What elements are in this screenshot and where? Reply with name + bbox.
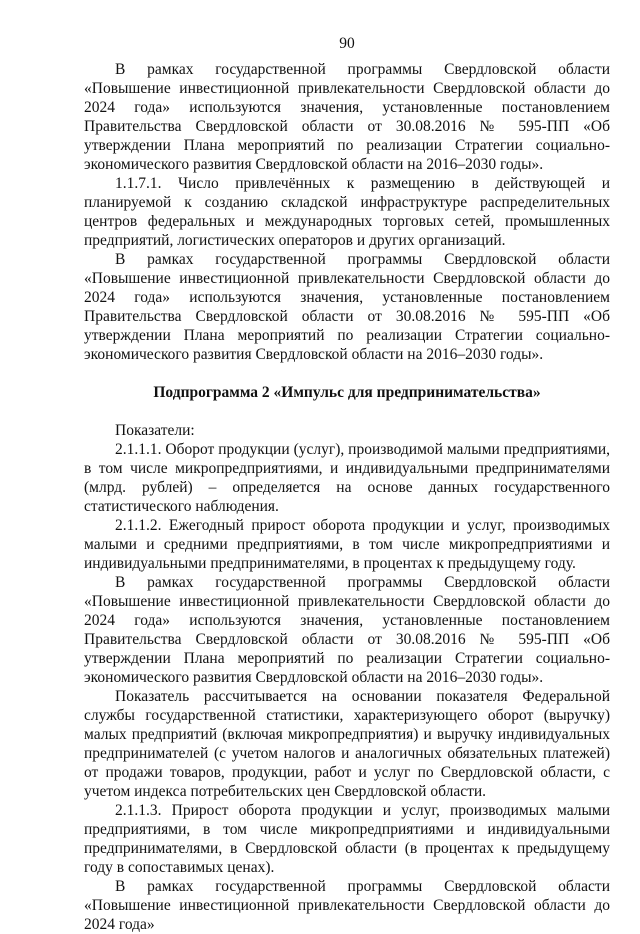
subprogram-heading: Подпрограмма 2 «Импульс для предпринимательства»	[153, 384, 541, 401]
paragraph-indicator-1-1-7-1: 1.1.7.1. Число привлечённых к размещению в действующей и планируемой к созданию складской инфраструктуре распределительных центров федеральных и международных торговых сетей, промышленных предприятий, логистических операторов и других организаций.	[84, 175, 610, 249]
paragraph-indicator-2-1-1-2: 2.1.1.2. Ежегодный прирост оборота продукции и услуг, производимых малыми и средними предприятиями, в том числе микропредприятиями и индивидуальными предпринимателями, в процентах к предыдущему году.	[84, 517, 610, 572]
page-number: 90	[339, 35, 355, 52]
paragraph-program-reference-2: В рамках государственной программы Свердловской области «Повышение инвестиционной привлекательности Свердловской области до 2024 года» используются значения, установленные постановлением Правительства Свердловской области от 30.08.2016 № 595-ПП «Об утверждении Плана мероприятий по реализации Стратегии социально-экономического развития Свердловской области на 2016–2030 годы».	[84, 251, 610, 363]
paragraph-program-reference-3: В рамках государственной программы Свердловской области «Повышение инвестиционной привлекательности Свердловской области до 2024 года» используются значения, установленные постановлением Правительства Свердловской области от 30.08.2016 № 595-ПП «Об утверждении Плана мероприятий по реализации Стратегии социально-экономического развития Свердловской области на 2016–2030 годы».	[84, 574, 610, 686]
paragraph-program-reference-4: В рамках государственной программы Свердловской области «Повышение инвестиционной привлекательности Свердловской области до 2024 года»	[84, 878, 610, 933]
paragraph-indicator-2-1-1-3: 2.1.1.3. Прирост оборота продукции и услуг, производимых малыми предприятиями, в том числе микропредприятиями и индивидуальными предпринимателями, в Свердловской области (в процентах к предыдущему году в сопоставимых ценах).	[84, 802, 610, 876]
paragraph-indicators-label: Показатели:	[115, 422, 195, 439]
paragraph-calculation-method: Показатель рассчитывается на основании показателя Федеральной службы государственной статистики, характеризующего оборот (выручку) малых предприятий (включая микропредприятия) и выручку индивидуальных предпринимателей (с учетом налогов и аналогичных обязательных платежей) от продажи товаров, продукции, работ и услуг по Свердловской области, с учетом индекса потребительских цен Свердловской области.	[84, 688, 610, 800]
paragraph-program-reference-1: В рамках государственной программы Свердловской области «Повышение инвестиционной привлекательности Свердловской области до 2024 года» используются значения, установленные постановлением Правительства Свердловской области от 30.08.2016 № 595-ПП «Об утверждении Плана мероприятий по реализации Стратегии социально-экономического развития Свердловской области на 2016–2030 годы».	[84, 61, 610, 173]
paragraph-indicator-2-1-1-1: 2.1.1.1. Оборот продукции (услуг), производимой малыми предприятиями, в том числе микропредприятиями, и индивидуальными предпринимателями (млрд. рублей) – определяется на основе данных государственного статистического наблюдения.	[84, 441, 610, 515]
